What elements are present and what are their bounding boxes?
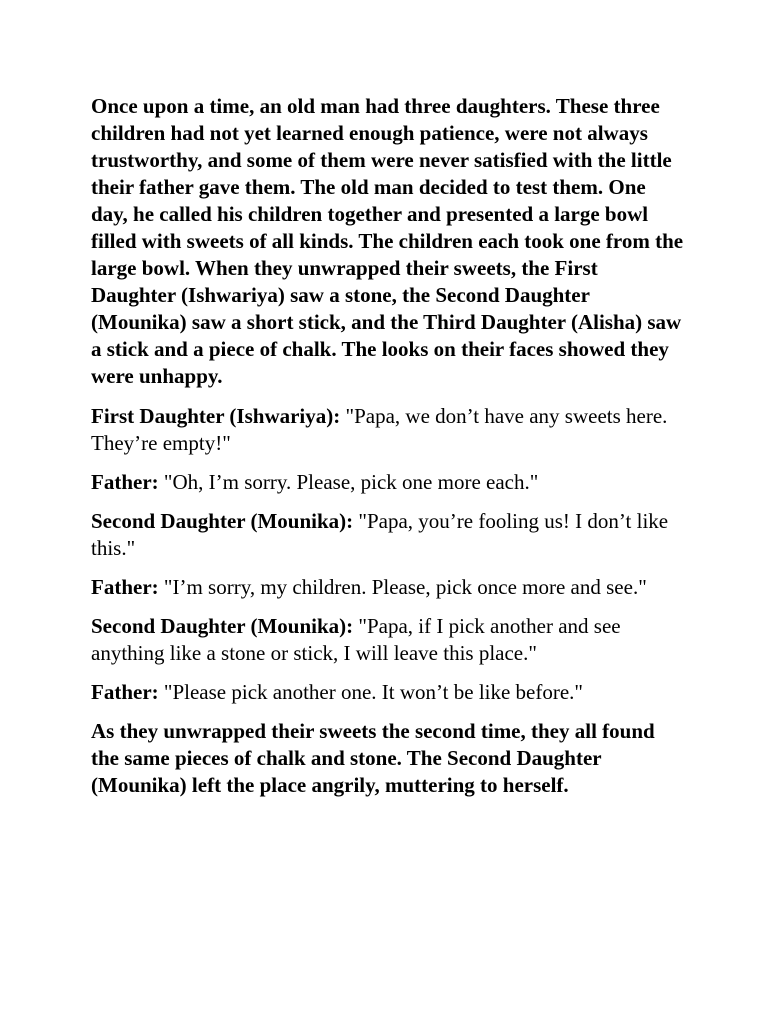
speaker-label: Father: — [91, 470, 159, 494]
dialogue-line — [91, 613, 686, 667]
dialogue-line — [91, 469, 686, 496]
speaker-label: First Daughter (Ishwariya): — [91, 404, 341, 428]
dialogue-line — [91, 679, 686, 706]
dialogue-line — [91, 403, 686, 457]
speaker-label: Second Daughter (Mounika): — [91, 614, 354, 638]
speaker-label: Father: — [91, 680, 159, 704]
dialogue-line — [91, 508, 686, 562]
dialogue-text: "Papa, you’re fooling us! I don’t like this." — [91, 509, 669, 560]
speaker-label: Second Daughter (Mounika): — [91, 509, 354, 533]
dialogue-text: "I’m sorry, my children. Please, pick once more and see." — [163, 575, 647, 599]
dialogue-text: "Please pick another one. It won’t be like before." — [163, 680, 584, 704]
intro-paragraph: Once upon a time, an old man had three daughters. These three children had not yet learned enough patience, were not always trustworthy, and some of them were never satisfied with the little their father gave them. The old man decided to test them. One day, he called his children together and presented a large bowl filled with sweets of all kinds. The children each took one from the large bowl. When they unwrapped their sweets, the First Daughter (Ishwariya) saw a stone, the Second Daughter (Mounika) saw a short stick, and the Third Daughter (Alisha) saw a stick and a piece of chalk. The looks on their faces showed they were unhappy. — [91, 94, 684, 388]
speaker-label: Father: — [91, 575, 159, 599]
dialogue-text: "Papa, if I pick another and see anything like a stone or stick, I will leave this place." — [91, 614, 621, 665]
closing-paragraph: As they unwrapped their sweets the second time, they all found the same pieces of chalk and stone. The Second Daughter (Mounika) left the place angrily, muttering to herself. — [91, 719, 655, 797]
dialogue-text: "Oh, I’m sorry. Please, pick one more each." — [163, 470, 539, 494]
document-page — [91, 93, 686, 811]
dialogue-text: "Papa, we don’t have any sweets here. They’re empty!" — [91, 404, 668, 455]
dialogue-line — [91, 574, 686, 601]
